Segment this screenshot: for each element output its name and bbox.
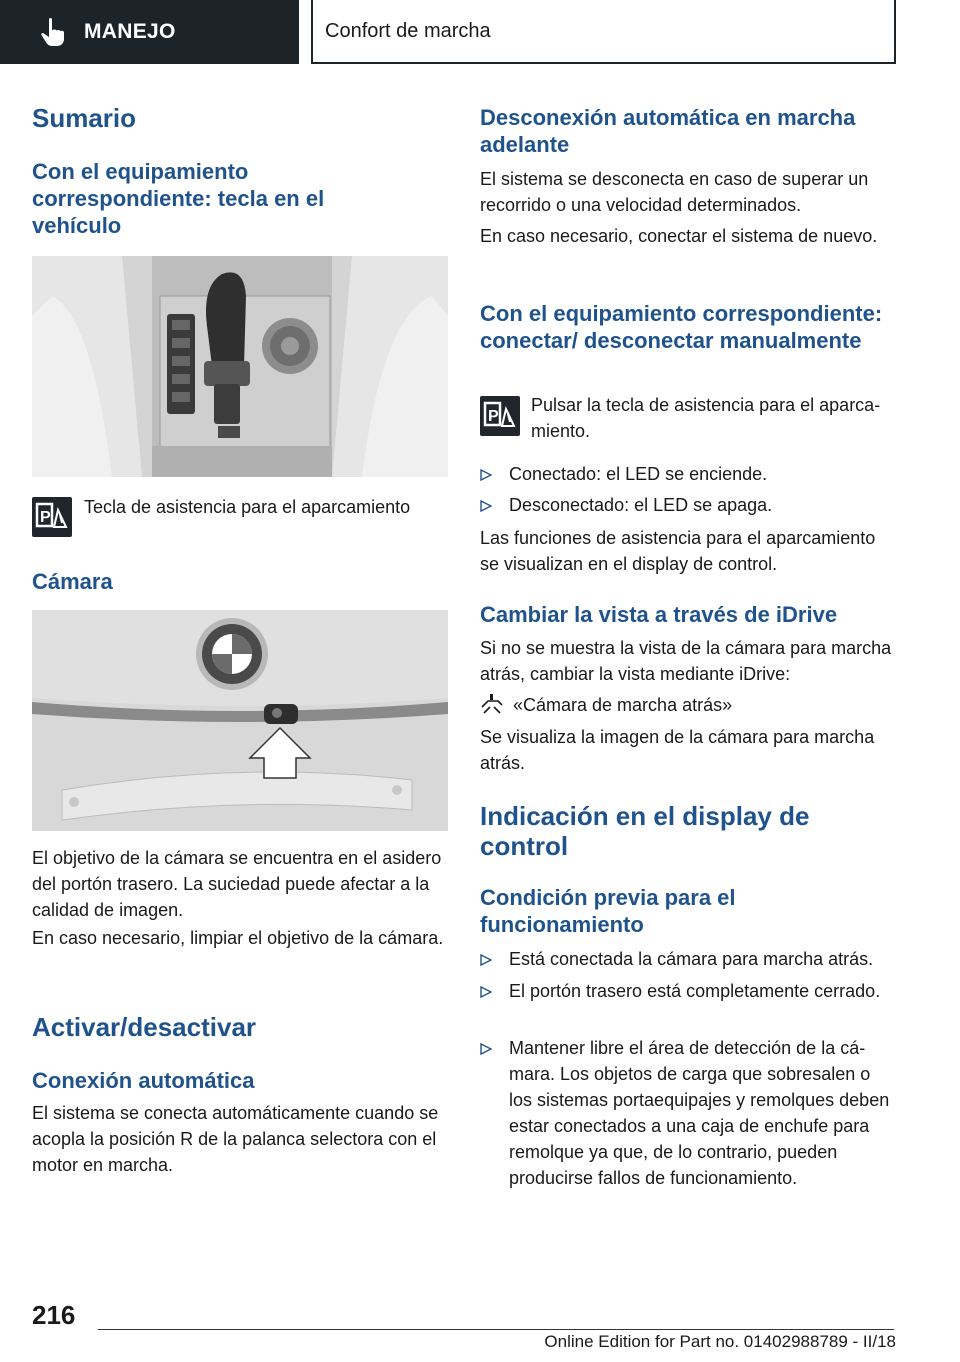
list-item: Mantener libre el área de detección de la cámara. Los objetos de carga que sobresalen o los sistemas portaequipajes y remolques deben estar conectados a una caja de enchufe para remolque ya que, de lo contrario, pueden producirse fallos de funcionamiento. [480, 1035, 896, 1185]
park-assist-icon [32, 497, 72, 537]
heading-desconexion: Desconexión automática en marcha adelante [480, 105, 856, 157]
heading-condicion-previa: Condición previa para el funcionamiento [480, 885, 736, 937]
caption-tecla-asistencia: Tecla de asistencia para el aparcamiento [84, 497, 411, 517]
paragraph-cambiar-vista: Si no se muestra la vista de la cámara para marcha atrás, cambiar la vista mediante iDrive: [480, 638, 892, 684]
menu-item-camara-marcha-atras: «Cámara de marcha atrás» [513, 695, 733, 715]
svg-text:P: P [40, 509, 51, 526]
triangle-right-icon [480, 1043, 492, 1055]
triangle-right-icon [480, 500, 492, 512]
paragraph-desconexion-1: El sistema se desconecta en caso de superar un recorrido o una velocidad determinados. [480, 169, 869, 215]
list-item: Está conectada la cámara para marcha atrás. [480, 946, 896, 972]
list-item: Conectado: el LED se enciende. [480, 461, 896, 487]
park-assist-icon [480, 396, 520, 436]
page-number: 216 [32, 1300, 76, 1330]
heading-cambiar-vista: Cambiar la vista a través de iDrive [480, 602, 838, 627]
camera-illustration [32, 610, 448, 831]
heading-indicacion-display: Indicación en el display de control [480, 801, 810, 861]
heading-activar-desactivar: Activar/desactivar [32, 1012, 257, 1042]
paragraph-camara-limpiar: En caso necesario, limpiar el objetivo de la cámara. [32, 928, 444, 948]
paragraph-desconexion-2: En caso necesario, conectar el sistema de nuevo. [480, 226, 878, 246]
chapter-title: Confort de marcha [325, 19, 491, 42]
header-chapter-tab [311, 0, 896, 64]
paragraph-imagen-visualiza: Se visualiza la imagen de la cámara para marcha atrás. [480, 727, 875, 773]
heading-conexion-automatica: Conexión automática [32, 1068, 255, 1093]
svg-text:P: P [488, 408, 499, 425]
heading-equipamiento-tecla: Con el equipamiento correspondiente: tecla en el vehículo [32, 159, 325, 238]
console-illustration [32, 256, 448, 477]
triangle-right-icon [480, 986, 492, 998]
paragraph-conexion: El sistema se conecta automáticamente cuando se acopla la posición R de la palanca selectora con el motor en marcha. [32, 1103, 439, 1175]
hand-pointer-icon [40, 17, 66, 47]
paragraph-camara-objetivo: El objetivo de la cámara se encuentra en el asidero del portón trasero. La suciedad puede afectar a la calidad de imagen. [32, 848, 442, 920]
paragraph-pulsar-tecla: Pulsar la tecla de asistencia para el aparcamiento. [531, 395, 881, 441]
section-title: MANEJO [84, 20, 176, 43]
triangle-right-icon [480, 954, 492, 966]
heading-conectar-manual: Con el equipamiento correspondiente: conectar/ desconectar manualmente [480, 301, 883, 353]
rear-camera-photo [32, 610, 448, 831]
footer-edition: Online Edition for Part no. 01402988789 - II/18 [544, 1332, 896, 1351]
triangle-right-icon [480, 469, 492, 481]
list-item: El portón trasero está completamente cerrado. [480, 978, 896, 1030]
heading-sumario: Sumario [32, 103, 137, 133]
heading-camara: Cámara [32, 569, 113, 594]
header-section-tab [0, 0, 299, 64]
footer-divider [98, 1329, 894, 1330]
paragraph-funciones: Las funciones de asistencia para el aparcamiento se visualizan en el display de control. [480, 528, 876, 574]
list-item: Desconectado: el LED se apaga. [480, 492, 896, 518]
console-photo [32, 256, 448, 477]
rear-camera-icon [480, 693, 504, 717]
